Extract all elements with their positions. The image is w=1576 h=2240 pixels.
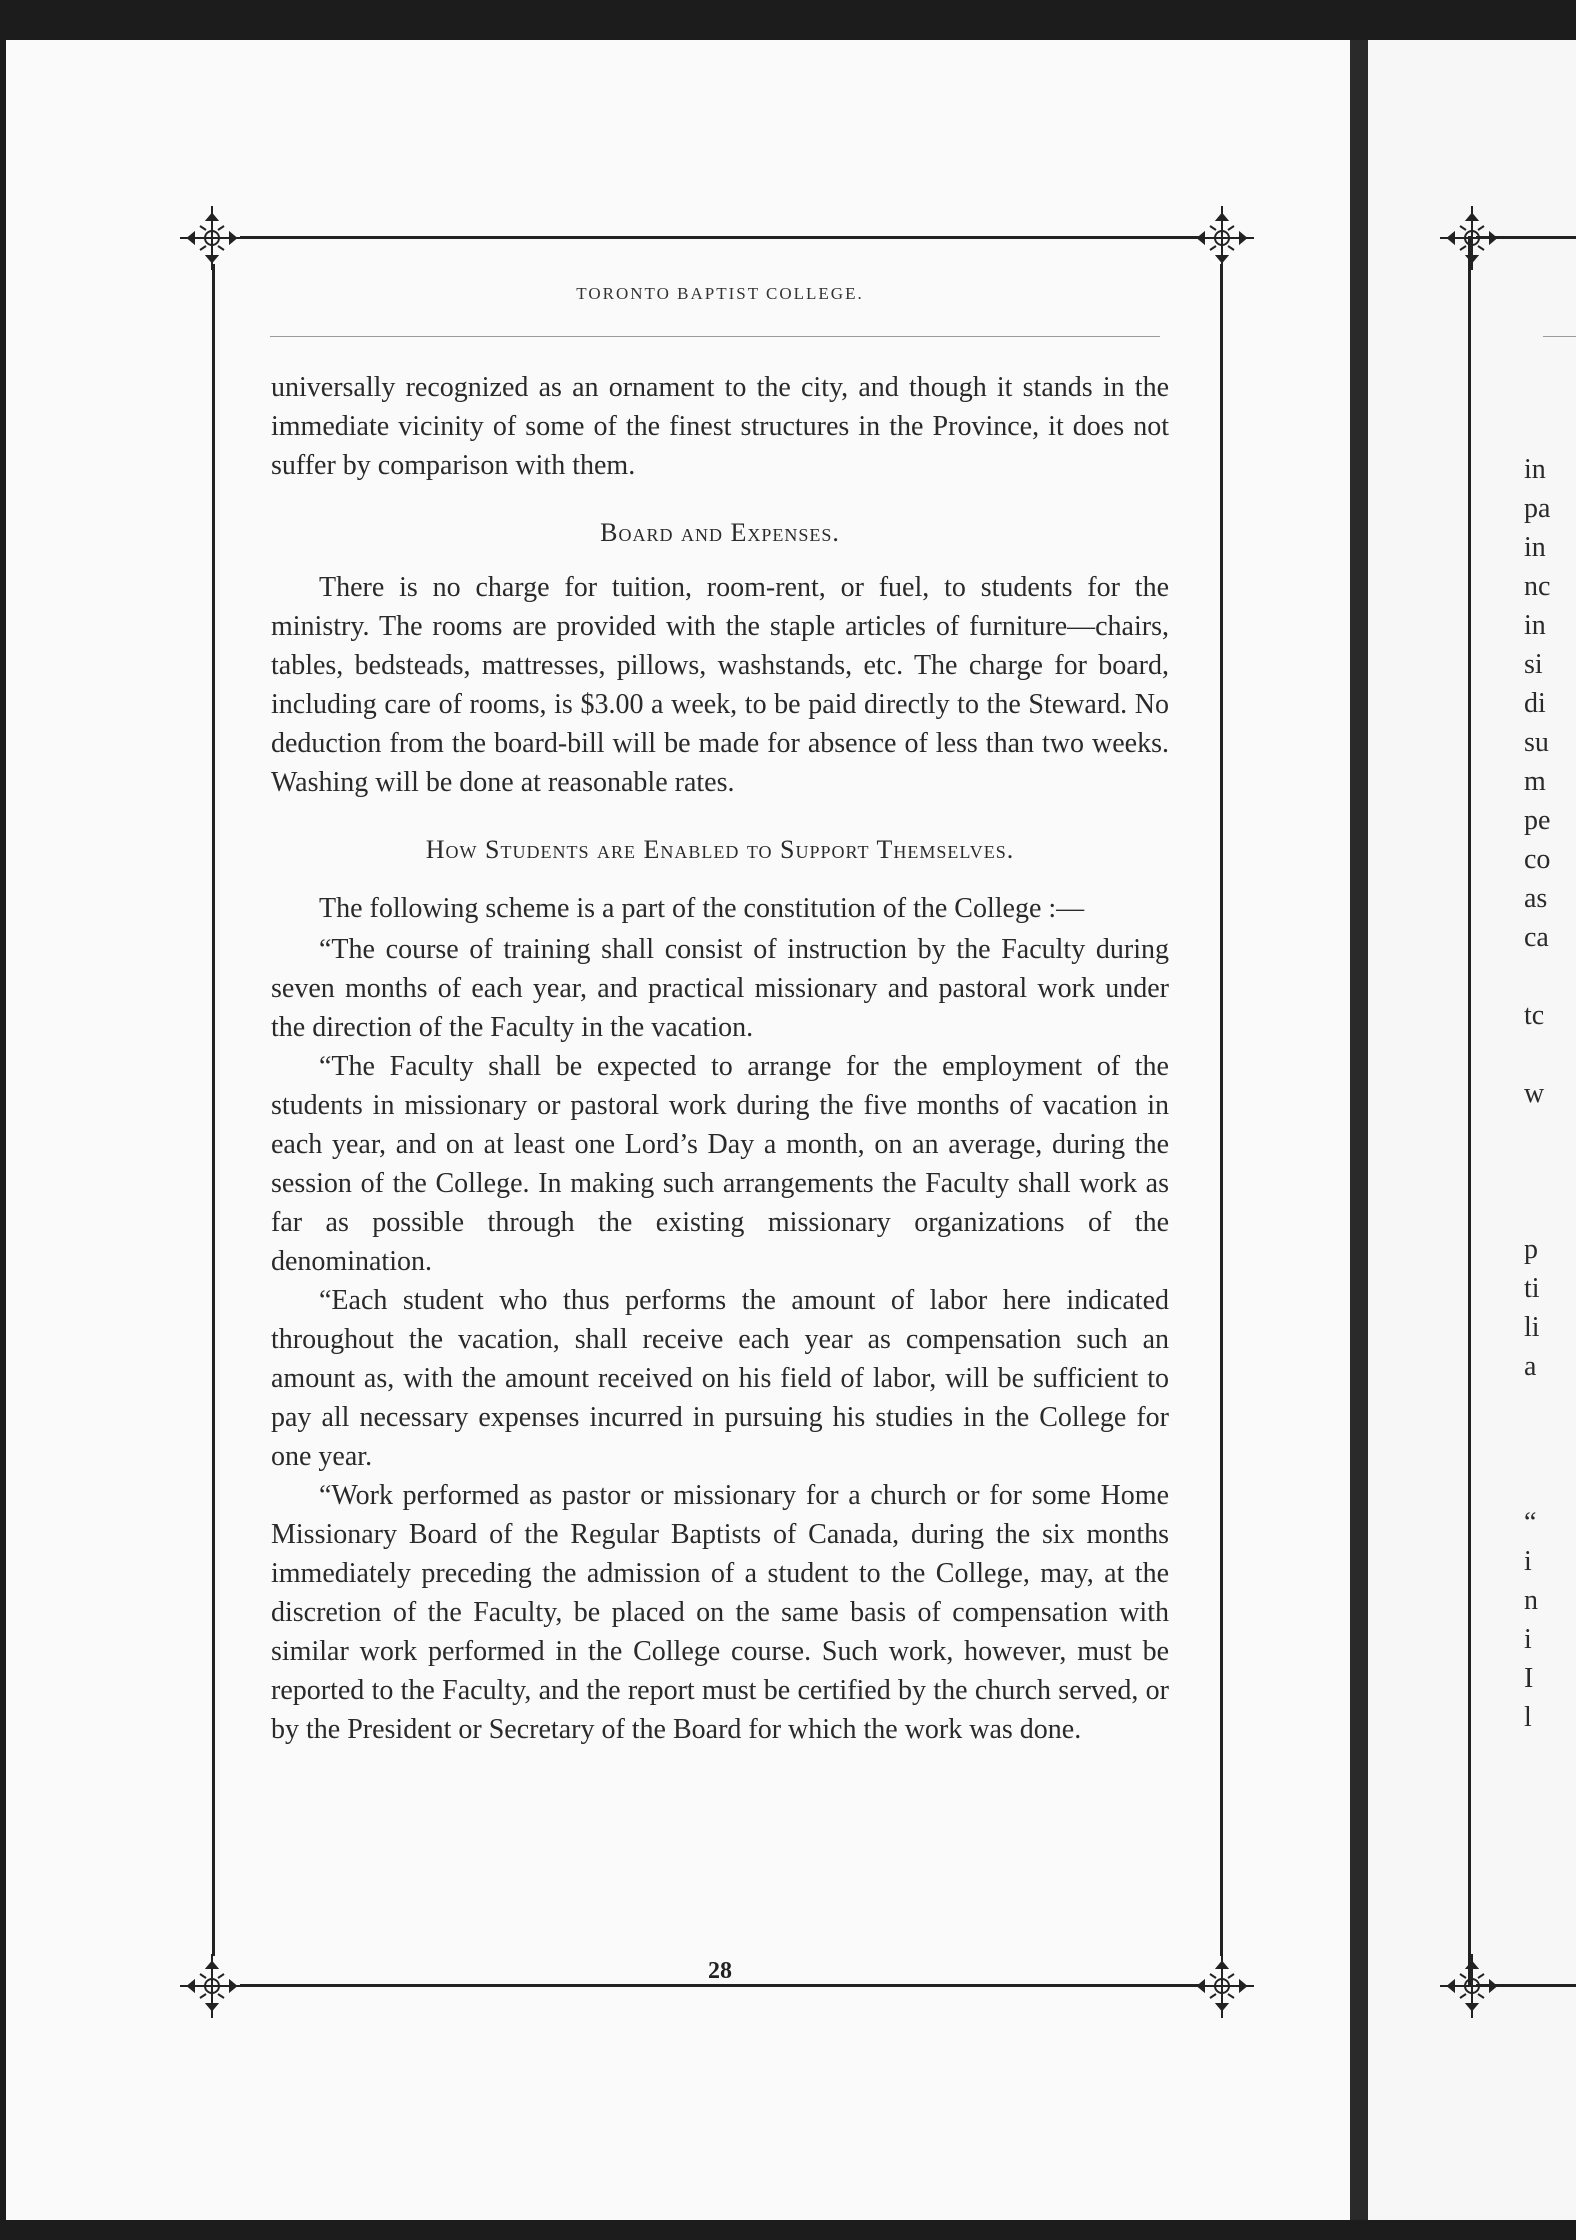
fragment-line: as bbox=[1524, 883, 1548, 914]
frame-left-rule bbox=[212, 264, 215, 1956]
fragment-line: i bbox=[1524, 1624, 1532, 1655]
section-heading-board: Board and Expenses. bbox=[600, 518, 840, 547]
fragment-line: su bbox=[1524, 727, 1549, 758]
fragment-line: “ bbox=[1524, 1507, 1537, 1538]
board-paragraph: There is no charge for tuition, room-rent, or fuel, to students for the ministry. The rooms are provided with the staple articles of furniture—chairs, tables, bedsteads, mattresses, pillows, washstands, etc. The charge for board, including care of rooms, is $3.00 a week, to be paid directly to the Steward. No deduction from the board-bill will be made for absence of less than two weeks. Washing will be done at reasonable rates. bbox=[271, 572, 1169, 798]
quote-paragraph: “The Faculty shall be expected to arrange for the employment of the students in missionary or pastoral work during the five months of vacation in each year, and on at least one Lord’s Day a month, on an average, during the session of the College. In making such arrangements the Faculty shall work as far as possible through the existing missionary organizations of the denomination. bbox=[271, 1051, 1169, 1277]
frame-right-rule bbox=[1220, 264, 1223, 1956]
fragment-line: w bbox=[1524, 1078, 1545, 1109]
fragment-line: co bbox=[1524, 844, 1551, 875]
fragment-line: in bbox=[1524, 610, 1546, 641]
fragment-line: n bbox=[1524, 1585, 1538, 1616]
quote-paragraph: “The course of training shall consist of instruction by the Faculty during seven months of each year, and practical missionary and pastoral work under the direction of the Faculty in the vacation. bbox=[271, 934, 1169, 1043]
fragment-line: di bbox=[1524, 688, 1546, 719]
fragment-line: m bbox=[1524, 766, 1546, 797]
corner-ornament-icon bbox=[178, 1952, 246, 2020]
fragment-line: si bbox=[1524, 649, 1543, 680]
fragment-line: p bbox=[1524, 1234, 1538, 1265]
fragment-line: I bbox=[1524, 1663, 1534, 1694]
fragment-line: l bbox=[1524, 1702, 1532, 1733]
fragment-line: a bbox=[1524, 1351, 1537, 1382]
fragment-line: li bbox=[1524, 1312, 1540, 1343]
page-body bbox=[271, 368, 1169, 1749]
book-gutter bbox=[1350, 40, 1368, 2220]
fragment-line: ca bbox=[1524, 922, 1549, 953]
corner-ornament-icon bbox=[1438, 1952, 1506, 2020]
corner-ornament-icon bbox=[1438, 204, 1506, 272]
section-heading-support: How Students are Enabled to Support Themselves. bbox=[425, 835, 1015, 864]
fragment-line: pe bbox=[1524, 805, 1551, 836]
corner-ornament-icon bbox=[178, 204, 246, 272]
fragment-line: ti bbox=[1524, 1273, 1540, 1304]
frame-top-rule bbox=[240, 236, 1204, 239]
right-page-head-rule bbox=[1543, 336, 1576, 337]
fragment-line: tc bbox=[1524, 1000, 1545, 1031]
fragment-line: nc bbox=[1524, 571, 1551, 602]
fragment-line: pa bbox=[1524, 493, 1551, 524]
quote-paragraph: “Each student who thus performs the amount of labor here indicated throughout the vacation, shall receive each year as compensation such an amount as, with the amount received on his field of labor, will be sufficient to pay all necessary expenses incurred in pursuing his studies in the College for one year. bbox=[271, 1285, 1169, 1472]
right-page bbox=[1368, 40, 1576, 2220]
fragment-line: in bbox=[1524, 454, 1546, 485]
running-head-rule bbox=[270, 336, 1160, 337]
scheme-intro-paragraph: The following scheme is a part of the constitution of the College :— bbox=[319, 893, 1085, 924]
opening-paragraph: universally recognized as an ornament to the city, and though it stands in the immediate vicinity of some of the finest structures in the Province, it does not suffer by comparison with them. bbox=[271, 372, 1169, 481]
right-page-text-fragments bbox=[1524, 450, 1550, 1737]
corner-ornament-icon bbox=[1188, 204, 1256, 272]
fragment-line: i bbox=[1524, 1546, 1532, 1577]
fragment-line: in bbox=[1524, 532, 1546, 563]
running-head: TORONTO BAPTIST COLLEGE. bbox=[576, 284, 864, 303]
quote-paragraph: “Work performed as pastor or missionary for a church or for some Home Missionary Board of the Regular Baptists of Canada, during the six months immediately preceding the admission of a student to the College, may, at the discretion of the Faculty, be placed on the same basis of compensation with similar work performed in the College course. Such work, however, must be reported to the Faculty, and the report must be certified by the church served, or by the President or Secretary of the Board for which the work was done. bbox=[271, 1480, 1169, 1745]
right-frame-left bbox=[1468, 236, 1471, 1986]
page-number: 28 bbox=[708, 1958, 732, 1984]
corner-ornament-icon bbox=[1188, 1952, 1256, 2020]
